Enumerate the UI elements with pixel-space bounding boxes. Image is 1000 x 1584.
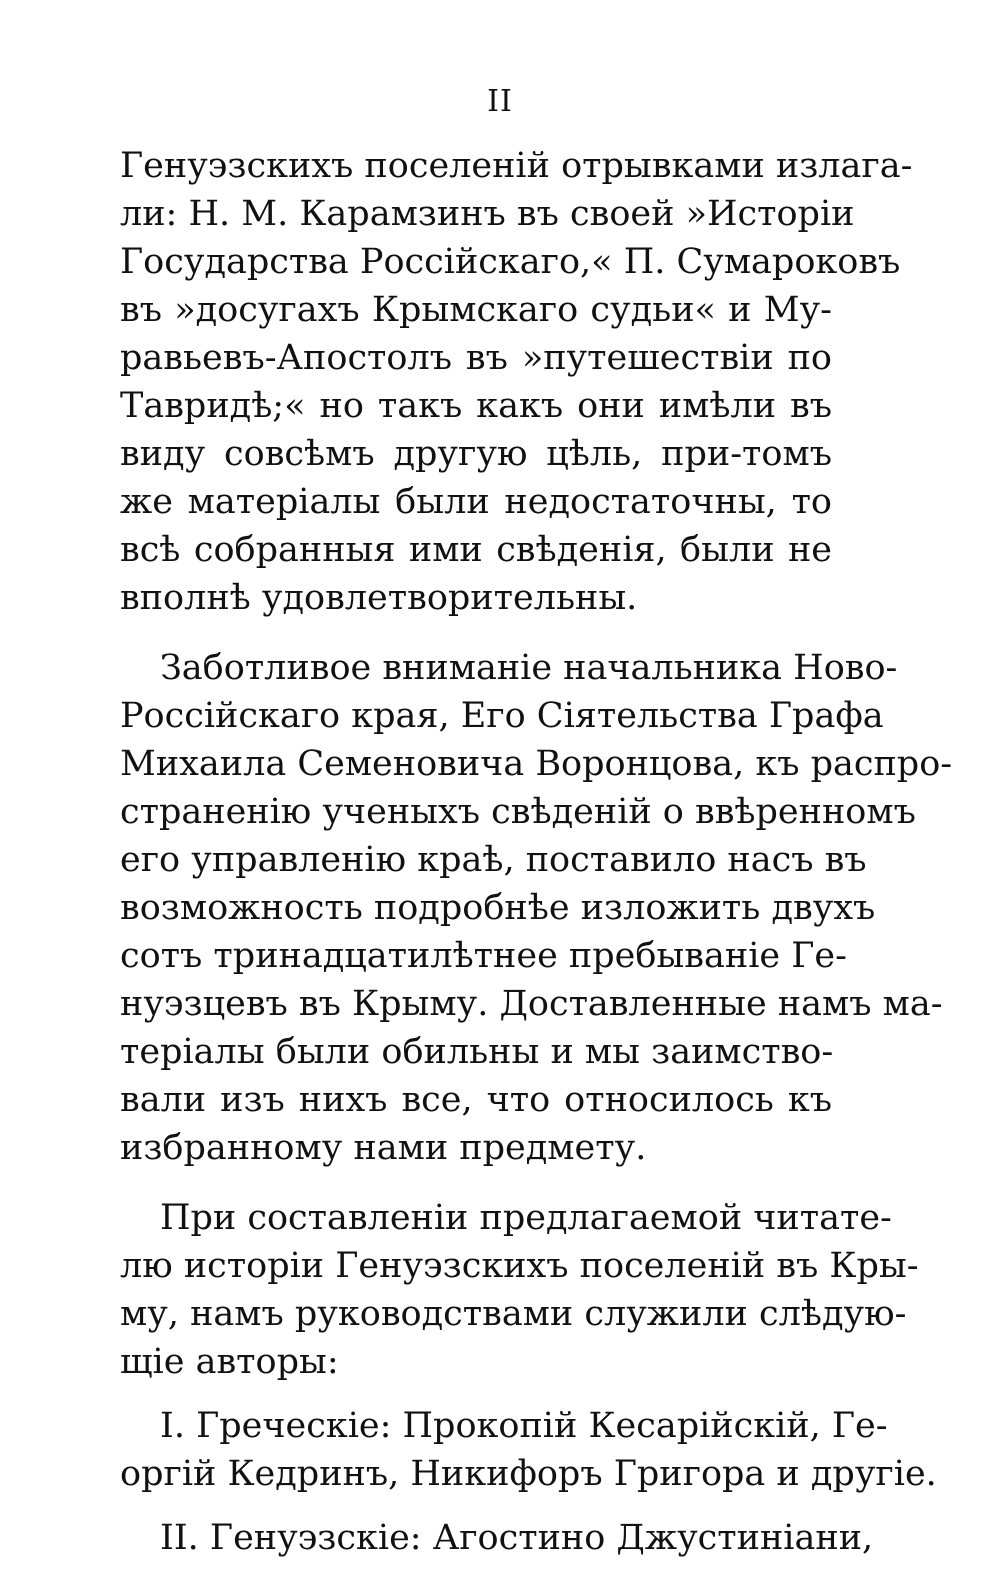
- text-line: ли: Н. М. Карамзинъ въ своей »Исторіи: [120, 194, 855, 234]
- text-line: сотъ тринадцатилѣтнее пребываніе Ге-: [120, 936, 847, 976]
- text-line: теріалы были обильны и мы заимство-: [120, 1032, 834, 1072]
- text-line: Россійскаго края, Его Сіятельства Графа: [120, 696, 884, 736]
- text-line: вполнѣ удовлетворительны.: [120, 578, 638, 618]
- text-line: лю исторіи Генуэзскихъ поселеній въ Кры-: [120, 1246, 919, 1286]
- paragraph-2: [120, 644, 953, 1172]
- text-line: виду совсѣмъ другую цѣль, при-томъ: [120, 434, 832, 474]
- paragraph-4: [120, 1402, 937, 1498]
- text-line: въ »досугахъ Крымскаго судьи« и Му-: [120, 290, 832, 330]
- paragraph-1: [120, 142, 913, 622]
- text-line: всѣ собранныя ими свѣденія, были не: [120, 530, 832, 570]
- text-line: Заботливое вниманіе начальника Ново-: [160, 648, 898, 688]
- text-line: щіе авторы:: [120, 1342, 339, 1382]
- text-line: нуэзцевъ въ Крыму. Доставленные намъ ма-: [120, 984, 943, 1024]
- text-line: II. Генуэзскіе: Агостино Джустиніани,: [160, 1518, 874, 1558]
- text-line: страненію ученыхъ свѣденій о ввѣренномъ: [120, 792, 916, 832]
- text-line: му, намъ руководствами служили слѣдую-: [120, 1294, 907, 1334]
- main-text: [120, 142, 953, 1584]
- text-line: Государства Россійскаго,« П. Сумароковъ: [120, 242, 901, 282]
- paragraph-3: [120, 1194, 919, 1386]
- text-line: Михаила Семеновича Воронцова, къ распро-: [120, 744, 953, 784]
- text-line: Тавридѣ;« но такъ какъ они имѣли въ: [120, 386, 832, 426]
- text-line: же матеріалы были недостаточны, то: [120, 482, 832, 522]
- text-line: возможность подробнѣе изложить двухъ: [120, 888, 876, 928]
- text-line: вали изъ нихъ все, что относилось къ: [120, 1080, 832, 1120]
- text-line: При составленіи предлагаемой читате-: [160, 1198, 892, 1238]
- text-line: оргій Кедринъ, Никифоръ Григора и другіе.: [120, 1454, 937, 1494]
- text-line: равьевъ-Апостолъ въ »путешествіи по: [120, 338, 832, 378]
- text-line: I. Греческіе: Прокопій Кесарійскій, Ге-: [160, 1406, 888, 1446]
- text-line: избранному нами предмету.: [120, 1128, 647, 1168]
- text-line: его управленію краѣ, поставило насъ въ: [120, 840, 867, 880]
- page-number: II: [487, 84, 513, 119]
- paragraph-5: [120, 1514, 874, 1562]
- text-line: Генуэзскихъ поселеній отрывками излага-: [120, 146, 913, 186]
